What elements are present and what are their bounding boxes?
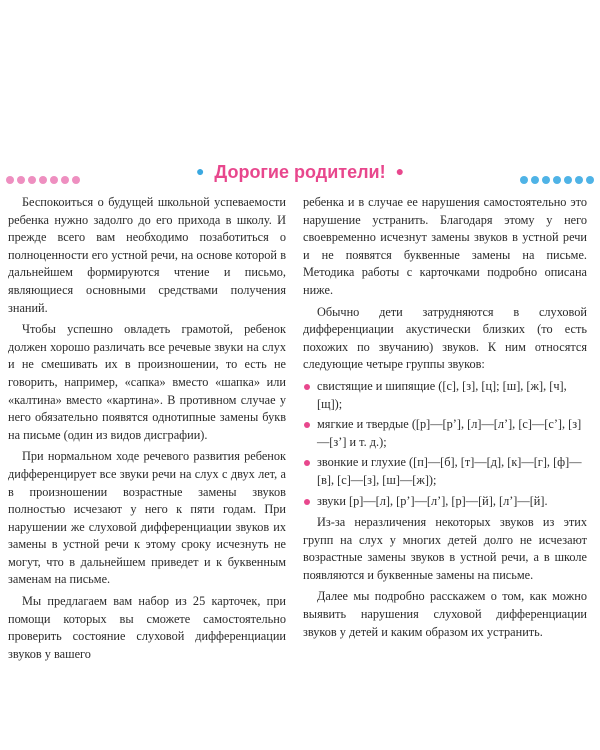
- page-title: Дорогие родители!: [214, 162, 386, 182]
- list-item: звонкие и глухие ([п]—[б], [т]—[д], [к]—[г], [ф]—[в], [с]—[з], [ш]—[ж]);: [303, 454, 587, 489]
- paragraph: Далее мы подробно расскажем о том, как можно выявить нарушения слуховой дифференциации звуков у детей и каким образом их устранить.: [303, 589, 587, 639]
- pink-bullet-icon: ●: [395, 163, 405, 179]
- paragraph: При нормальном ходе речевого развития ребенок дифференцирует все звуки речи на слух с двух лет, а в произношении возрастные замены звуков полностью исчезают у него к пяти годам. При нарушении же слуховой дифференциации звуков их замены в устной речи к этому сроку исчезнуть не могут, что в дальнейшем приведет и к буквенным заменам на письме.: [8, 449, 286, 587]
- list-item: мягкие и твердые ([р]—[р’], [л]—[л’], [с]—[с’], [з]—[з’] и т. д.);: [303, 416, 587, 451]
- paragraph-continuation: ребенка и в случае ее нарушения самостоятельно это нарушение устранить. Благодаря этому у него своевременно исчезнут замены звуков в устной речи и не появятся буквенные замены на письме. Методика работы с карточками подробно описана ниже.: [303, 195, 587, 297]
- list-item: свистящие и шипящие ([с], [з], [ц]; [ш], [ж], [ч], [щ]);: [303, 378, 587, 413]
- paragraph: Из-за неразличения некоторых звуков из этих групп на слух у многих детей долго не исчезают возрастные замены звуков в устной речи, а в школе появляются и буквенные замены на письме.: [303, 515, 587, 582]
- paragraph: Беспокоиться о будущей школьной успеваемости ребенка нужно задолго до его прихода в школу. И прежде всего вам необходимо позаботиться о полноценности его устной речи, на основе которой в дальнейшем формируются чтение и письмо, являющиеся основными средствами получения знаний.: [8, 195, 286, 315]
- paragraph: Мы предлагаем вам набор из 25 карточек, при помощи которых вы сможете самостоятельно проверить состояние слуховой дифференциации звуков у вашего: [8, 594, 286, 661]
- paragraph: Чтобы успешно овладеть грамотой, ребенок должен хорошо различать все речевые звуки на слух и не смешивать их в произношении, то есть не говорить, например, «сапка» вместо «шапка» или «калтина» вместо «картина». В противном случае у него обязательно появятся однотипные замены букв на письме (один из видов дисграфии).: [8, 322, 286, 442]
- left-column: [8, 194, 286, 663]
- sound-groups-list: [303, 378, 587, 510]
- page-title-row: [0, 162, 600, 183]
- blue-bullet-icon: ●: [195, 163, 205, 179]
- paragraph: Обычно дети затрудняются в слуховой дифференциации акустически близких (то есть похожих по звучанию) звуков. К ним относятся следующие четыре группы звуков:: [303, 304, 587, 372]
- list-item: звуки [р]—[л], [р’]—[л’], [р]—[й], [л’]—[й].: [303, 493, 587, 511]
- right-column: [303, 194, 587, 641]
